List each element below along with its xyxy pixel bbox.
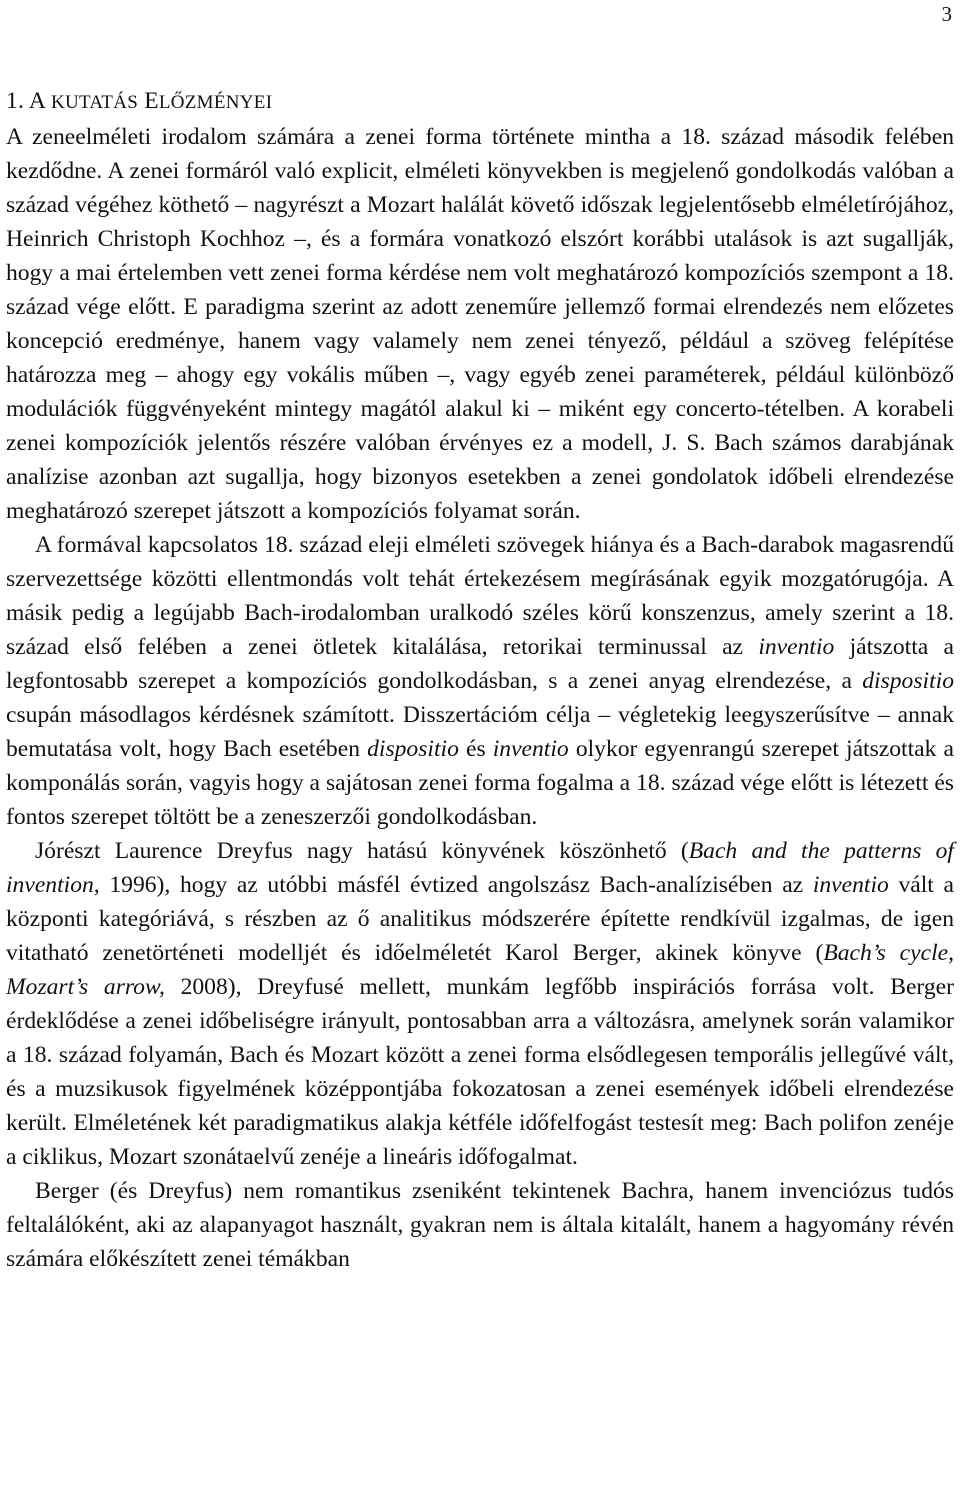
paragraph-text: csupán másodlagos kérdésnek számított. Disszertációm célja – végletekig leegyszerűsítve – annak bemutatása volt, hogy Bach esetében xyxy=(6,702,954,762)
paragraph-3 xyxy=(6,834,954,1174)
paragraph-text: olykor egyenrangú szerepet játszottak a komponálás során, vagyis hogy a sajátosan zenei forma fogalma a 18. század vége előtt is létezett és fontos szerepet töltött be a zeneszerzői gondolkodásban. xyxy=(6,736,955,830)
italic-term: inventio xyxy=(492,736,569,762)
paragraph-text: 1996), hogy az utóbbi másfél évtized angolszász Bach-analízisében az xyxy=(99,872,813,898)
paragraph-text: és xyxy=(458,736,493,762)
paragraph-text: vált a központi kategóriává, s részben az ő analitikus módszerére építette rendkívül izgalmas, de igen vitatható zenetörténeti modelljét és időelméletét Karol Berger, akinek könyve ( xyxy=(6,872,954,966)
paragraph-text: Jórészt Laurence Dreyfus nagy hatású könyvének köszönhető ( xyxy=(35,838,689,864)
paragraph-text: A zeneelméleti irodalom számára a zenei forma története mintha a 18. század második felében kezdődne. A zenei formáról való explicit, elméleti könyvekben is megjelenő gondolkodás valóban a század végéhez köthető – nagyrészt a Mozart halálát követő időszak legjelentősebb elméletírójához, Heinrich Christoph Kochhoz –, és a formára vonatkozó elszórt korábbi utalások is azt sugallják, hogy a mai értelemben vett zenei forma kérdése nem volt meghatározó kompozíciós szempont a 18. század vége előtt. E paradigma szerint az adott zeneműre jellemző formai elrendezés nem előzetes koncepció eredménye, hanem vagy valamely nem zenei tényező, például a szöveg felépítése határozza meg – ahogy egy vokális műben –, vagy egyéb zenei paraméterek, például különböző modulációk függvényeként mintegy magától alakul ki – miként egy concerto-tételben. A korabeli zenei kompozíciók jelentős részére valóban érvényes ez a modell, J. S. Bach számos darabjának analízise azonban azt sugallja, hogy bizonyos esetekben a zenei gondolatok időbeli elrendezése meghatározó szerepet játszott a kompozíciós folyamat során. xyxy=(6,124,954,524)
paragraph-2 xyxy=(6,528,954,834)
paragraph-text: 2008), Dreyfusé mellett, munkám legfőbb inspirációs forrása volt. Berger érdeklődése a zenei időbeliségre irányult, pontosabban arra a változásra, amelynek során valamikor a 18. század folyamán, Bach és Mozart között a zenei forma elsődlegesen temporális jellegűvé vált, és a muzsikusok figyelmének középpontjába fokozatosan a zenei események időbeli elrendezése került. Elméletének két paradigmatikus alakja kétféle időfelfogást testesít meg: Bach polifon zenéje a ciklikus, Mozart szonátaelvű zenéje a lineáris időfogalmat. xyxy=(6,974,954,1170)
section-heading xyxy=(6,84,954,120)
paragraph-1 xyxy=(6,120,954,528)
page-content xyxy=(6,84,954,1276)
paragraph-text: Berger (és Dreyfus) nem romantikus zseniként tekintenek Bachra, hanem invenciózus tudós feltalálóként, aki az alapanyagot használt, gyakran nem is általa kitalált, hanem a hagyomány révén számára előkészített zenei témákban xyxy=(6,1178,954,1272)
paragraph-text: A formával kapcsolatos 18. század eleji elméleti szövegek hiánya és a Bach-darabok magasrendű szervezettsége közötti ellentmondás volt tehát értekezésem megírásának egyik mozgatórugója. A másik pedig a legújabb Bach-irodalomban uralkodó széles körű konszenzus, amely szerint a 18. század első felében a zenei ötletek kitalálása, retorikai terminussal az xyxy=(6,532,954,660)
page-number: 3 xyxy=(941,2,952,26)
italic-term: inventio xyxy=(812,872,889,898)
heading-word-3-initial: E xyxy=(144,88,159,114)
heading-word-3-rest: LŐZMÉNYEI xyxy=(158,92,273,113)
italic-term: dispositio xyxy=(367,736,459,762)
heading-number: 1. xyxy=(6,88,25,114)
paragraph-4 xyxy=(6,1174,954,1276)
heading-word-1-initial: A xyxy=(28,88,45,114)
book-title: Bach’s cycle, Mozart’s arrow, xyxy=(6,940,955,1000)
book-title: Bach and the patterns of invention, xyxy=(6,838,954,898)
heading-word-2: KUTATÁS xyxy=(50,92,139,113)
italic-term: inventio xyxy=(758,634,835,660)
italic-term: dispositio xyxy=(862,668,954,694)
paragraph-text: játszotta a legfontosabb szerepet a kompozíciós gondolkodásban, s a zenei anyag elrendezése, a xyxy=(6,634,954,694)
